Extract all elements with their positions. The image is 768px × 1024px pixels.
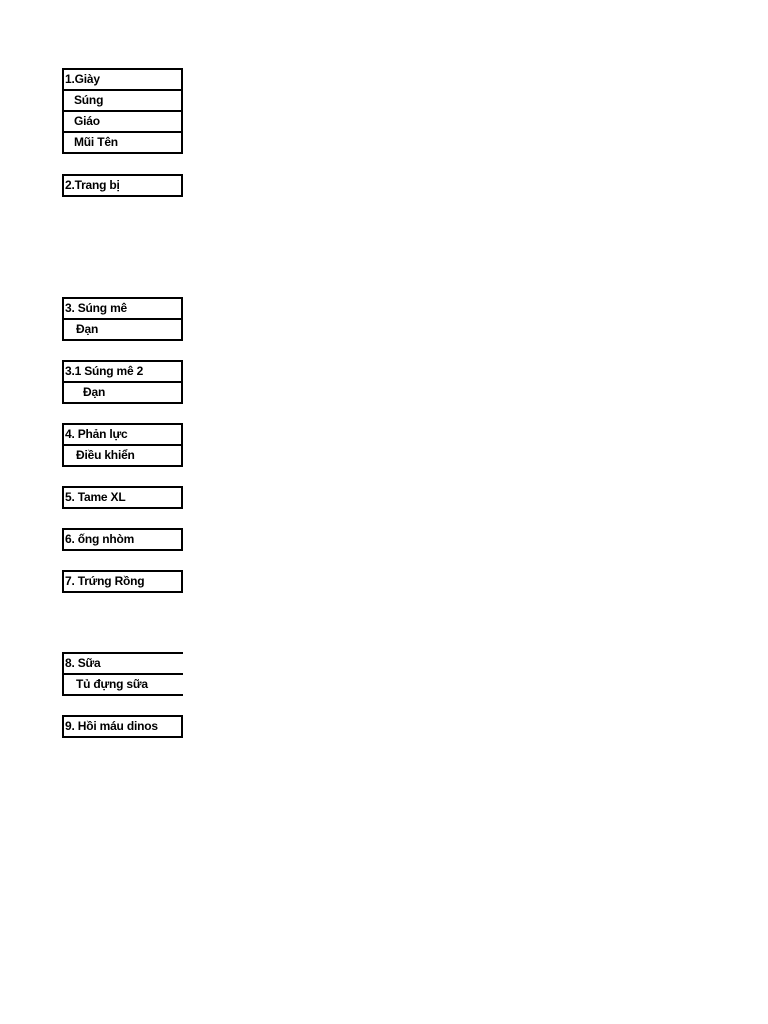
group-1-giay — [62, 68, 183, 154]
group-5-tame-xl — [62, 486, 183, 509]
group-3-sung-me — [62, 297, 183, 341]
group-3-1-sung-me-2 — [62, 360, 183, 404]
cell-trung-rong: 7. Trứng Rồng — [62, 570, 183, 593]
group-4-phan-luc — [62, 423, 183, 467]
cell-dan-2: Đạn — [62, 383, 183, 404]
cell-mui-ten: Mũi Tên — [62, 133, 183, 154]
cell-giay: 1.Giày — [62, 68, 183, 91]
group-7-trung-rong — [62, 570, 183, 593]
cell-phan-luc: 4. Phản lực — [62, 423, 183, 446]
cell-dan: Đạn — [62, 320, 183, 341]
cell-dieu-khien: Điều khiển — [62, 446, 183, 467]
group-9-hoi-mau-dinos — [62, 715, 183, 738]
cell-ong-nhom: 6. ống nhòm — [62, 528, 183, 551]
group-2-trang-bi — [62, 174, 183, 197]
cell-hoi-mau-dinos: 9. Hồi máu dinos — [62, 715, 183, 738]
cell-tu-dung-sua: Tủ đựng sữa — [62, 675, 183, 696]
cell-tame-xl: 5. Tame XL — [62, 486, 183, 509]
group-8-sua — [62, 652, 183, 696]
cell-sung-me-2: 3.1 Súng mê 2 — [62, 360, 183, 383]
group-6-ong-nhom — [62, 528, 183, 551]
cell-sung-me: 3. Súng mê — [62, 297, 183, 320]
cell-sua: 8. Sữa — [62, 652, 183, 675]
cell-sung: Súng — [62, 91, 183, 112]
cell-giao: Giáo — [62, 112, 183, 133]
cell-trang-bi: 2.Trang bị — [62, 174, 183, 197]
